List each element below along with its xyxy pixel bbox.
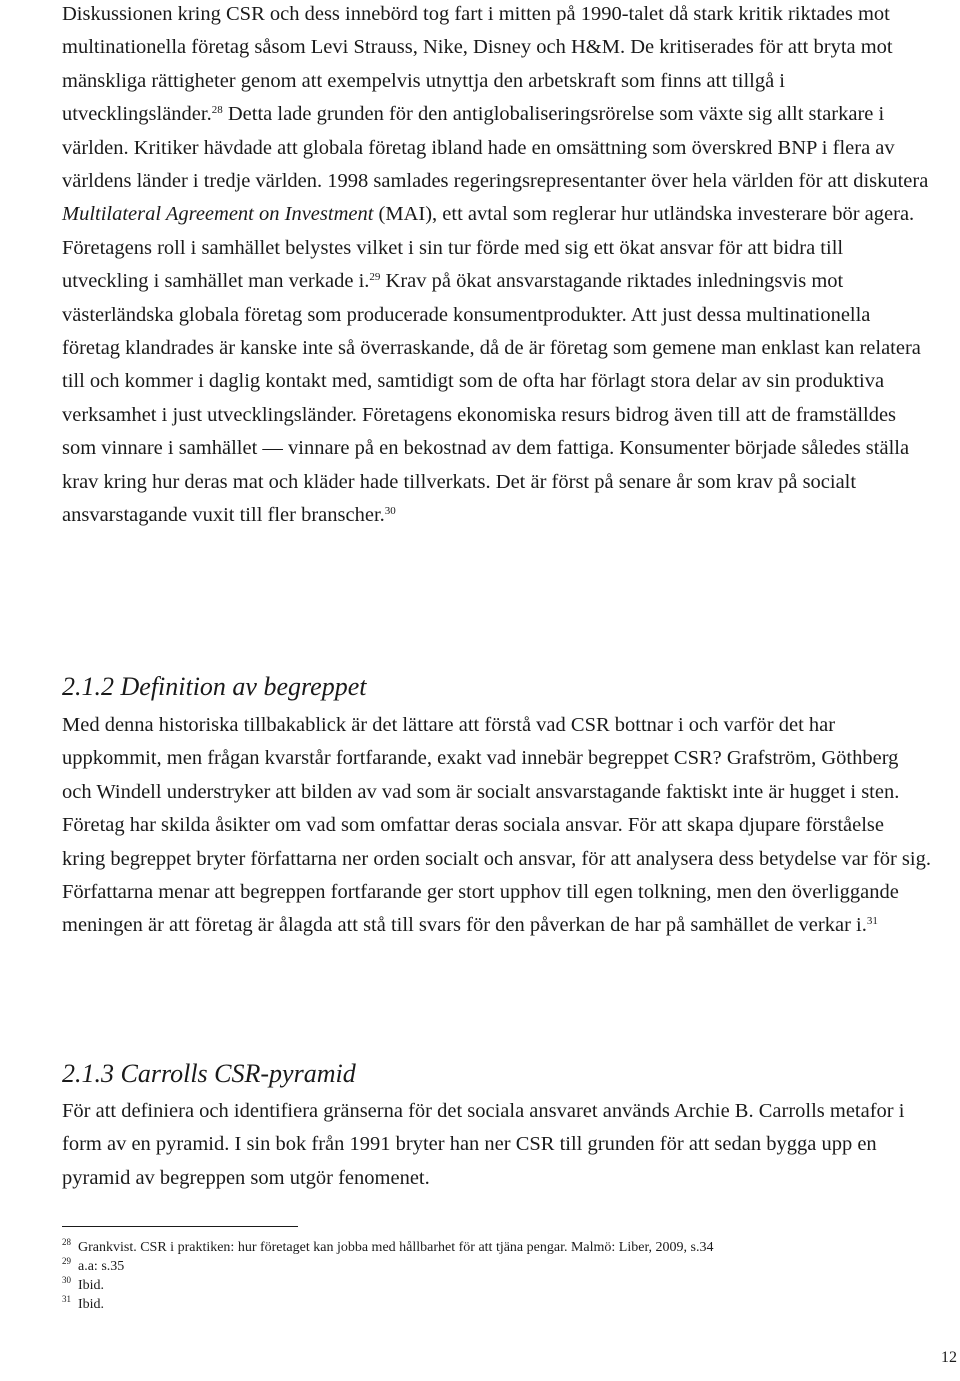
paragraph-text: Med denna historiska tillbakablick är det lättare att förstå vad CSR bottnar i och varför det har uppkommit, men frågan kvarstår fortfarande, exakt vad innebär begreppet CSR? Grafström, Göthberg och Windell understryker att bilden av vad som är socialt ansvarstagande faktiskt inte är hugget i sten. Företag har skilda åsikter om vad som omfattar deras sociala ansvar. För att skapa djupare förståelse kring begreppet bryter författarna ner orden socialt och ansvar, för att analysera dess betydelse var för sig. Författarna menar att begreppen fortfarande ger stort upphov till egen tolkning, men den överliggande meningen är att företag är ålagda att stå till svars för den påverkan de har på samhället de verkar i. (62, 714, 931, 937)
footnote-text: Ibid. (78, 1278, 105, 1293)
paragraph-text: (MAI), ett avtal som reglerar hur utländska investerare bör agera. Företagens roll i samhället belystes vilket i sin tur förde med sig ett ökat ansvar för att bidra till utveckling i samhället man verkade i. (62, 203, 915, 293)
footnote-item (62, 1238, 932, 1257)
italic-term: Multilateral Agreement on Investment (62, 203, 374, 226)
footnote-ref-28[interactable]: 28 (211, 104, 223, 117)
paragraph-text: Diskussionen kring CSR och dess innebörd tog fart i mitten på 1990-talet då stark kritik riktades mot multinationella företag såsom Levi Strauss, Nike, Disney och H&M. De kritiserades för att bryta mot mänskliga rättigheter genom att exempelvis utnyttja den arbetskraft som finns att tillgå i utvecklingsländer. (62, 3, 893, 126)
footnote-ref-30[interactable]: 30 (384, 505, 396, 518)
section-heading-2-1-3: 2.1.3 Carrolls CSR-pyramid (62, 1059, 356, 1088)
footnote-ref-31[interactable]: 31 (866, 915, 878, 928)
footnote-text: Ibid. (78, 1297, 105, 1312)
section-heading-2-1-2: 2.1.2 Definition av begreppet (62, 672, 367, 701)
footnote-number: 28 (62, 1237, 71, 1247)
paragraph-text: Detta lade grunden för den antiglobaliseringsrörelse som växte sig allt starkare i världen. Kritiker hävdade att globala företag ibland hade en omsättning som överskred BNP i flera av världens länder i tredje världen. 1998 samlades regeringsrepresentanter över hela världen för att diskutera (62, 103, 929, 193)
footnote-ref-29[interactable]: 29 (369, 271, 381, 284)
footnotes (62, 1238, 932, 1314)
footnote-item (62, 1276, 932, 1295)
footnote-number: 31 (62, 1294, 71, 1304)
footnote-text: Grankvist. CSR i praktiken: hur företaget kan jobba med hållbarhet för att tjäna pengar. Malmö: Liber, 2009, s.34 (78, 1240, 714, 1255)
paragraph-carroll-pyramid: För att definiera och identifiera gränserna för det sociala ansvaret används Archie B. Carrolls metafor i form av en pyramid. I sin bok från 1991 bryter han ner CSR till grunden för att sedan bygga upp en pyramid av begreppen som utgör fenomenet. (62, 1100, 905, 1189)
footnote-item (62, 1295, 932, 1314)
footnote-text: a.a: s.35 (78, 1259, 125, 1274)
paragraph-definition (62, 709, 932, 943)
page-number: 12 (941, 1349, 957, 1366)
footnote-item (62, 1257, 932, 1276)
footnote-number: 29 (62, 1256, 71, 1266)
paragraph-text: Krav på ökat ansvarstagande riktades inledningsvis mot västerländska globala företag som producerade konsumentprodukter. Att just dessa multinationella företag klandrades är kanske inte så överraskande, då de är företag som gemene man enklast kan relatera till och kommer i daglig kontakt med, samtidigt som de ofta har förlagt stora delar av sin produktiva verksamhet i just utvecklingsländer. Företagens ekonomiska resurs bidrog även till att de framställdes som vinnare i samhället — vinnare på en bekostnad av dem fattiga. Konsumenter började således ställa krav kring hur deras mat och kläder hade tillverkats. Det är först på senare år som krav på socialt ansvarstagande vuxit till fler branscher. (62, 270, 921, 527)
paragraph-csr-history (62, 0, 932, 533)
footnote-separator (62, 1226, 298, 1227)
footnote-number: 30 (62, 1275, 71, 1285)
